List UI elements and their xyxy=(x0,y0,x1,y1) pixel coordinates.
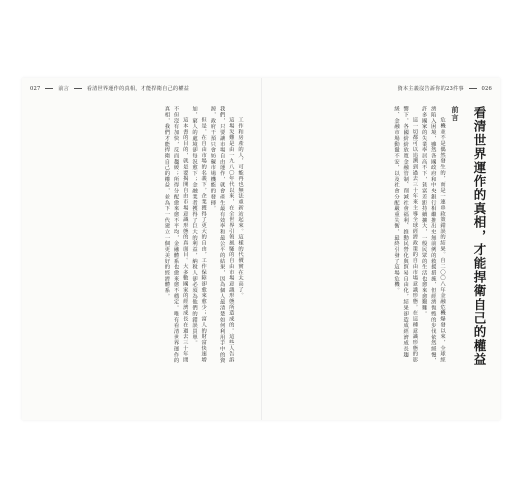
left-paragraph: 這場災難是由一九八〇年代以來，在全世界引領風騷的自由市場意識形態所造成的。這些人告訴我們，只要讓市場自由運作，就會產生最有效率和最公平的結果，因為個人最清楚如何利用手中的資源，政府干預只會妨礙市場機能的發揮。 xyxy=(209,106,234,364)
right-running-header xyxy=(398,86,493,92)
left-paragraph: 工作和房產的人，可能再也無法重新站起來。這樣的代價實在太高了。 xyxy=(237,116,243,298)
page-gutter xyxy=(261,78,262,420)
book-spread xyxy=(22,78,500,420)
header-divider xyxy=(45,88,53,89)
left-header-section: 前言 xyxy=(58,86,70,92)
right-paragraph: 這一切都可以追溯到過去三十年來主導全球經濟政策的自由市場意識形態。在這種意識形態的影響下，各國紛紛放寬金融管制、削減社會福利、推動民營化與貿易自由化，結果卻造成經濟成長趨緩、金融市場動盪不安，以及社會分配嚴重失衡，最終引發了這場危機。 xyxy=(392,106,418,363)
left-paragraph: 這本書的目的，就是要揭開自由市場意識形態的真面目。大多數國家的經濟成長在過去三十年間不但沒有加快，反而趨緩；所得分配愈來愈不平均，金融體系也愈來愈不穩定。唯有看清世界運作的真相，我們才能捍衛自己的權益，並為下一代建立一個更美好的經濟體系。 xyxy=(163,106,188,364)
left-page-body xyxy=(34,106,244,368)
right-page xyxy=(274,106,490,402)
chapter-label: 前言 xyxy=(451,106,460,122)
chapter-title: 看清世界運作的真相，才能捍衛自己的權益 xyxy=(472,106,487,367)
right-page-number: 026 xyxy=(481,86,492,92)
header-divider xyxy=(74,88,82,89)
left-header-title: 看清世界運作的真相，才能捍衛自己的權益 xyxy=(86,86,190,92)
left-paragraph: 但是，在自由市場的名義下，企業獲得了更大的自由，工作保障卻愈來愈少；富人的財富快速增加，窮人的處境卻每況愈下；金融業者獲得了巨大的利益，納稅人卻必須為他們的錯誤買單。 xyxy=(190,106,207,363)
left-running-header xyxy=(30,86,189,92)
left-page-number: 027 xyxy=(30,86,41,92)
header-divider xyxy=(469,88,477,89)
right-page-body xyxy=(276,106,446,368)
right-paragraph: 危機並不是偶然發生的，而是一連串政策錯誤的結果。自二〇〇八年金融危機爆發以來，全球經濟陷入困境，雖然各國政府和中央銀行相繼推出史無前例的救援措施，但經濟復甦的步伐依然緩慢，許多國家的失業率居高不下，貧富差距持續擴大，一般民眾的生活也愈來愈艱難。 xyxy=(420,106,445,364)
left-page xyxy=(34,106,244,402)
right-header-title: 資本主義沒告訴你的23件事 xyxy=(397,86,464,92)
